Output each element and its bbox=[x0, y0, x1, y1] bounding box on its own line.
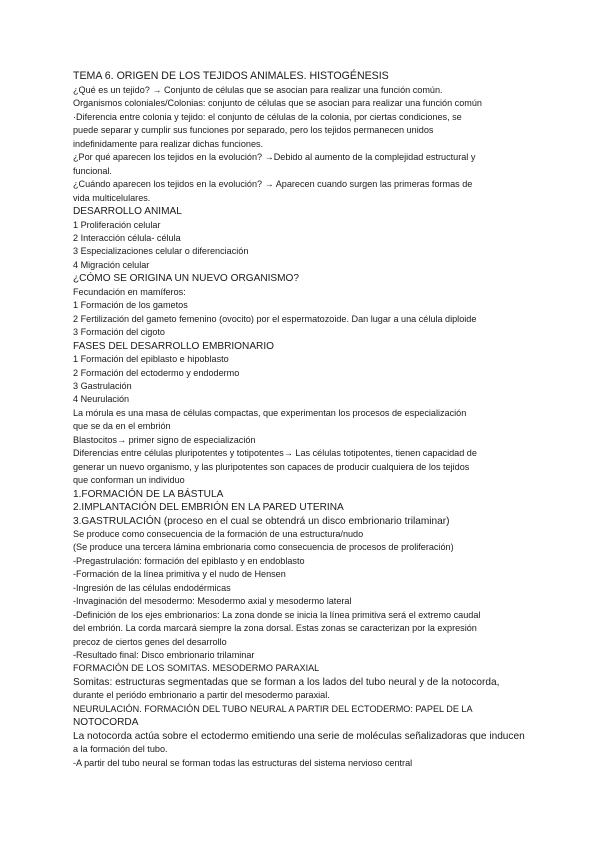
text-line: puede separar y cumplir sus funciones por separado, pero los tejidos permanecen unidos bbox=[73, 125, 434, 136]
text-line: a la formación del tubo. bbox=[73, 744, 168, 755]
text-line: funcional. bbox=[73, 165, 112, 176]
text-line: FORMACIÓN DE LOS SOMITAS. MESODERMO PARAXIAL bbox=[73, 663, 320, 674]
section-heading: Somitas: estructuras segmentadas que se forman a los lados del tubo neural y de la notocorda, bbox=[73, 676, 500, 688]
text-line: precoz de ciertos genes del desarrollo bbox=[73, 636, 227, 647]
text-line: -Resultado final: Disco embrionario trilaminar bbox=[73, 650, 255, 661]
text-line: -Definición de los ejes embrionarios: La zona donde se inicia la línea primitiva será el extremo caudal bbox=[73, 609, 481, 620]
text-line: -Formación de la línea primitiva y el nudo de Hensen bbox=[73, 569, 286, 580]
text-line: ¿Por qué aparecen los tejidos en la evolución? →Debido al aumento de la complejidad estructural y bbox=[73, 152, 476, 163]
section-heading: NOTOCORDA bbox=[73, 717, 139, 729]
text-line: -A partir del tubo neural se forman todas las estructuras del sistema nervioso central bbox=[73, 757, 413, 768]
section-heading: FASES DEL DESARROLLO EMBRIONARIO bbox=[73, 340, 274, 352]
section-heading: 3.GASTRULACIÓN (proceso en el cual se obtendrá un disco embrionario trilaminar) bbox=[73, 515, 450, 527]
text-line: Se produce como consecuencia de la formación de una estructura/nudo bbox=[73, 528, 364, 539]
text-line: -Pregastrulación: formación del epiblasto y en endoblasto bbox=[73, 555, 305, 566]
text-line: -Ingresión de las células endodérmicas bbox=[73, 582, 231, 593]
text-line: ·Diferencia entre colonia y tejido: el conjunto de células de la colonia, por ciertas condiciones, se bbox=[73, 111, 462, 122]
text-line: durante el periódo embrionario a partir del mesodermo paraxial. bbox=[73, 690, 330, 701]
text-line: 1 Formación de los gametos bbox=[73, 300, 188, 311]
text-line: Blastocitos→ primer signo de especialización bbox=[73, 434, 256, 445]
text-line: ¿Cuándo aparecen los tejidos en la evolución? → Aparecen cuando surgen las primeras formas de bbox=[73, 179, 473, 190]
text-line: 2 Fertilización del gameto femenino (ovocito) por el espermatozoide. Dan lugar a una célula diploide bbox=[73, 313, 477, 324]
text-line: indefinidamente para realizar dichas funciones. bbox=[73, 138, 264, 149]
text-line: -Invaginación del mesodermo: Mesodermo axial y mesodermo lateral bbox=[73, 596, 352, 607]
text-line: generar un nuevo organismo, y las pluripotentes son capaces de producir cualquiera de los tejidos bbox=[73, 461, 470, 472]
section-heading: 1.FORMACIÓN DE LA BÁSTULA bbox=[73, 488, 224, 500]
text-line: La mórula es una masa de células compactas, que experimentan los procesos de especialización bbox=[73, 407, 467, 418]
document-title: TEMA 6. ORIGEN DE LOS TEJIDOS ANIMALES. HISTOGÉNESIS bbox=[73, 70, 389, 82]
text-line: Diferencias entre células pluripotentes y totipotentes→ Las células totipotentes, tienen capacidad de bbox=[73, 448, 477, 459]
text-line: Organismos coloniales/Colonias: conjunto de células que se asocian para realizar una función común bbox=[73, 98, 482, 109]
section-heading: DESARROLLO ANIMAL bbox=[73, 206, 182, 218]
text-line: 4 Migración celular bbox=[73, 259, 150, 270]
text-line: 2 Interacción célula- célula bbox=[73, 232, 181, 243]
text-line: 1 Proliferación celular bbox=[73, 219, 161, 230]
text-line: NEURULACIÓN. FORMACIÓN DEL TUBO NEURAL A PARTIR DEL ECTODERMO: PAPEL DE LA bbox=[73, 703, 473, 714]
text-line: (Se produce una tercera lámina embrionaria como consecuencia de procesos de proliferación) bbox=[73, 542, 454, 553]
text-line: 1 Formación del epiblasto e hipoblasto bbox=[73, 354, 229, 365]
text-line: vida multicelulares. bbox=[73, 192, 151, 203]
text-line: 3 Especializaciones celular o diferenciación bbox=[73, 246, 249, 257]
section-heading: 2.IMPLANTACIÓN DEL EMBRIÓN EN LA PARED UTERINA bbox=[73, 502, 344, 514]
section-heading: ¿CÓMO SE ORIGINA UN NUEVO ORGANISMO? bbox=[73, 273, 300, 285]
document-body bbox=[73, 84, 528, 770]
text-line: 3 Formación del cigoto bbox=[73, 327, 165, 338]
text-line: 4 Neurulación bbox=[73, 394, 130, 405]
text-line: 2 Formación del ectodermo y endodermo bbox=[73, 367, 240, 378]
text-line: ¿Qué es un tejido? → Conjunto de células que se asocian para realizar una función común. bbox=[73, 85, 443, 95]
text-line: del embrión. La corda marcará siempre la zona dorsal. Estas zonas se caracterizan por la expresión bbox=[73, 623, 477, 634]
text-line: que conforman un individuo bbox=[73, 475, 185, 486]
section-heading: La notocorda actúa sobre el ectodermo emitiendo una serie de moléculas señalizadoras que inducen bbox=[73, 730, 525, 742]
text-line: 3 Gastrulación bbox=[73, 380, 132, 391]
document-page bbox=[73, 68, 528, 770]
text-line: Fecundación en mamíferos: bbox=[73, 286, 186, 297]
text-line: que se da en el embrión bbox=[73, 421, 171, 432]
